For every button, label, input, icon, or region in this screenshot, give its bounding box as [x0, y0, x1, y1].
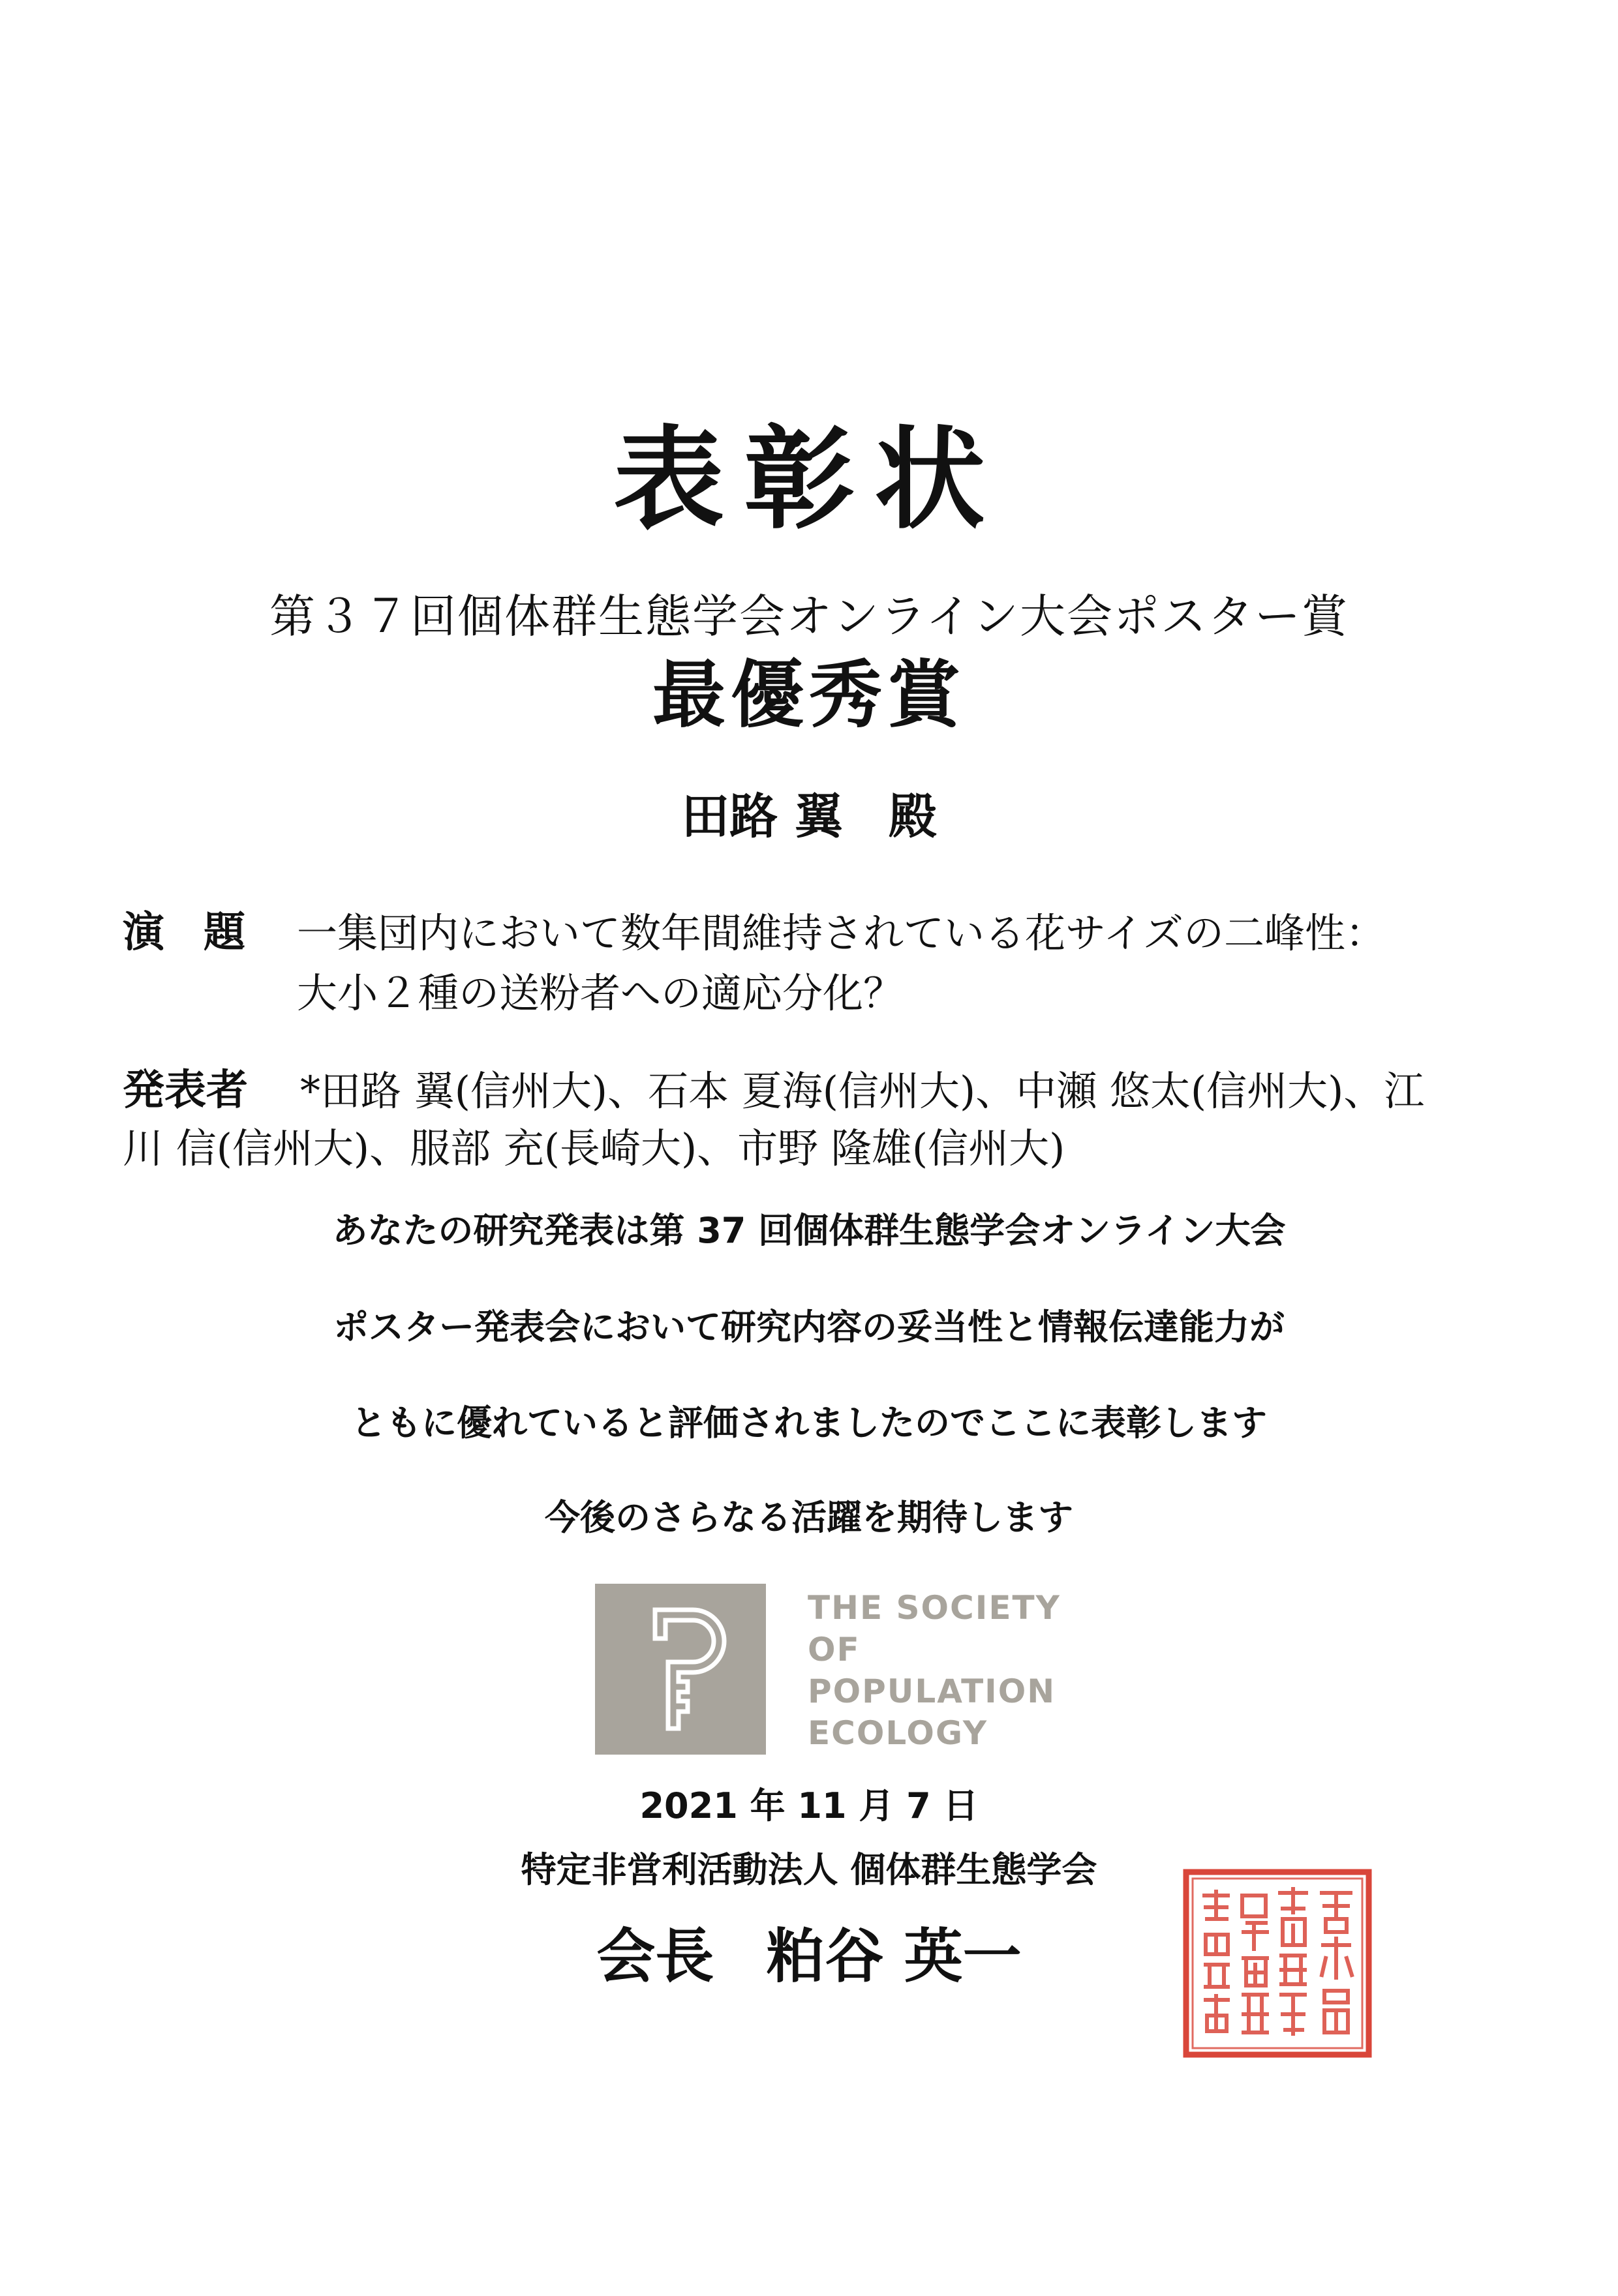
logo-text-line: ECOLOGY — [808, 1714, 988, 1752]
presenter-list-line: *田路 翼(信州大)、石本 夏海(信州大)、中瀬 悠太(信州大)、江 — [300, 1067, 1425, 1115]
award-rank: 最優秀賞 — [652, 652, 966, 738]
organization-name: 特定非営利活動法人 個体群生態学会 — [521, 1849, 1097, 1890]
president-name: 粕谷 英一 — [766, 1922, 1022, 1991]
key-logo-icon — [595, 1584, 766, 1755]
president-title: 会長 — [596, 1922, 714, 1991]
presenter-list-line: 川 信(信州大)、服部 充(長崎大)、市野 隆雄(信州大) — [123, 1125, 1065, 1172]
recipient — [0, 789, 1618, 845]
citation-line: 今後のさらなる活躍を期待します — [545, 1497, 1073, 1538]
presentation-title-line: 一集団内において数年間維持されている花サイズの二峰性： — [297, 909, 1386, 957]
citation-line: ポスター発表会において研究内容の妥当性と情報伝達能力が — [333, 1307, 1285, 1348]
logo-text-line: THE SOCIETY — [808, 1589, 1061, 1627]
presenter-label: 発表者 — [123, 1066, 248, 1115]
certificate-title: 表彰状 — [613, 414, 1005, 545]
logo-text-line: POPULATION — [808, 1672, 1056, 1710]
logo-text-line: OF — [808, 1631, 861, 1669]
presentation-title-line: 大小２種の送粉者への適応分化？ — [297, 969, 904, 1017]
presentation-title-label: 演題 — [123, 908, 284, 957]
citation-line: ともに優れていると評価されましたのでここに表彰します — [351, 1402, 1267, 1443]
citation-line: あなたの研究発表は第 37 回個体群生態学会オンライン大会 — [332, 1210, 1286, 1251]
president-signature — [0, 1922, 1618, 1991]
recipient-suffix: 殿 — [888, 789, 937, 845]
issue-date: 2021 年 11 月 7 日 — [639, 1785, 979, 1826]
award-name: 第３７回個体群生態学会オンライン大会ポスター賞 — [269, 590, 1349, 643]
recipient-name: 田路 翼 — [681, 789, 843, 845]
official-seal-icon — [1181, 1867, 1374, 2060]
